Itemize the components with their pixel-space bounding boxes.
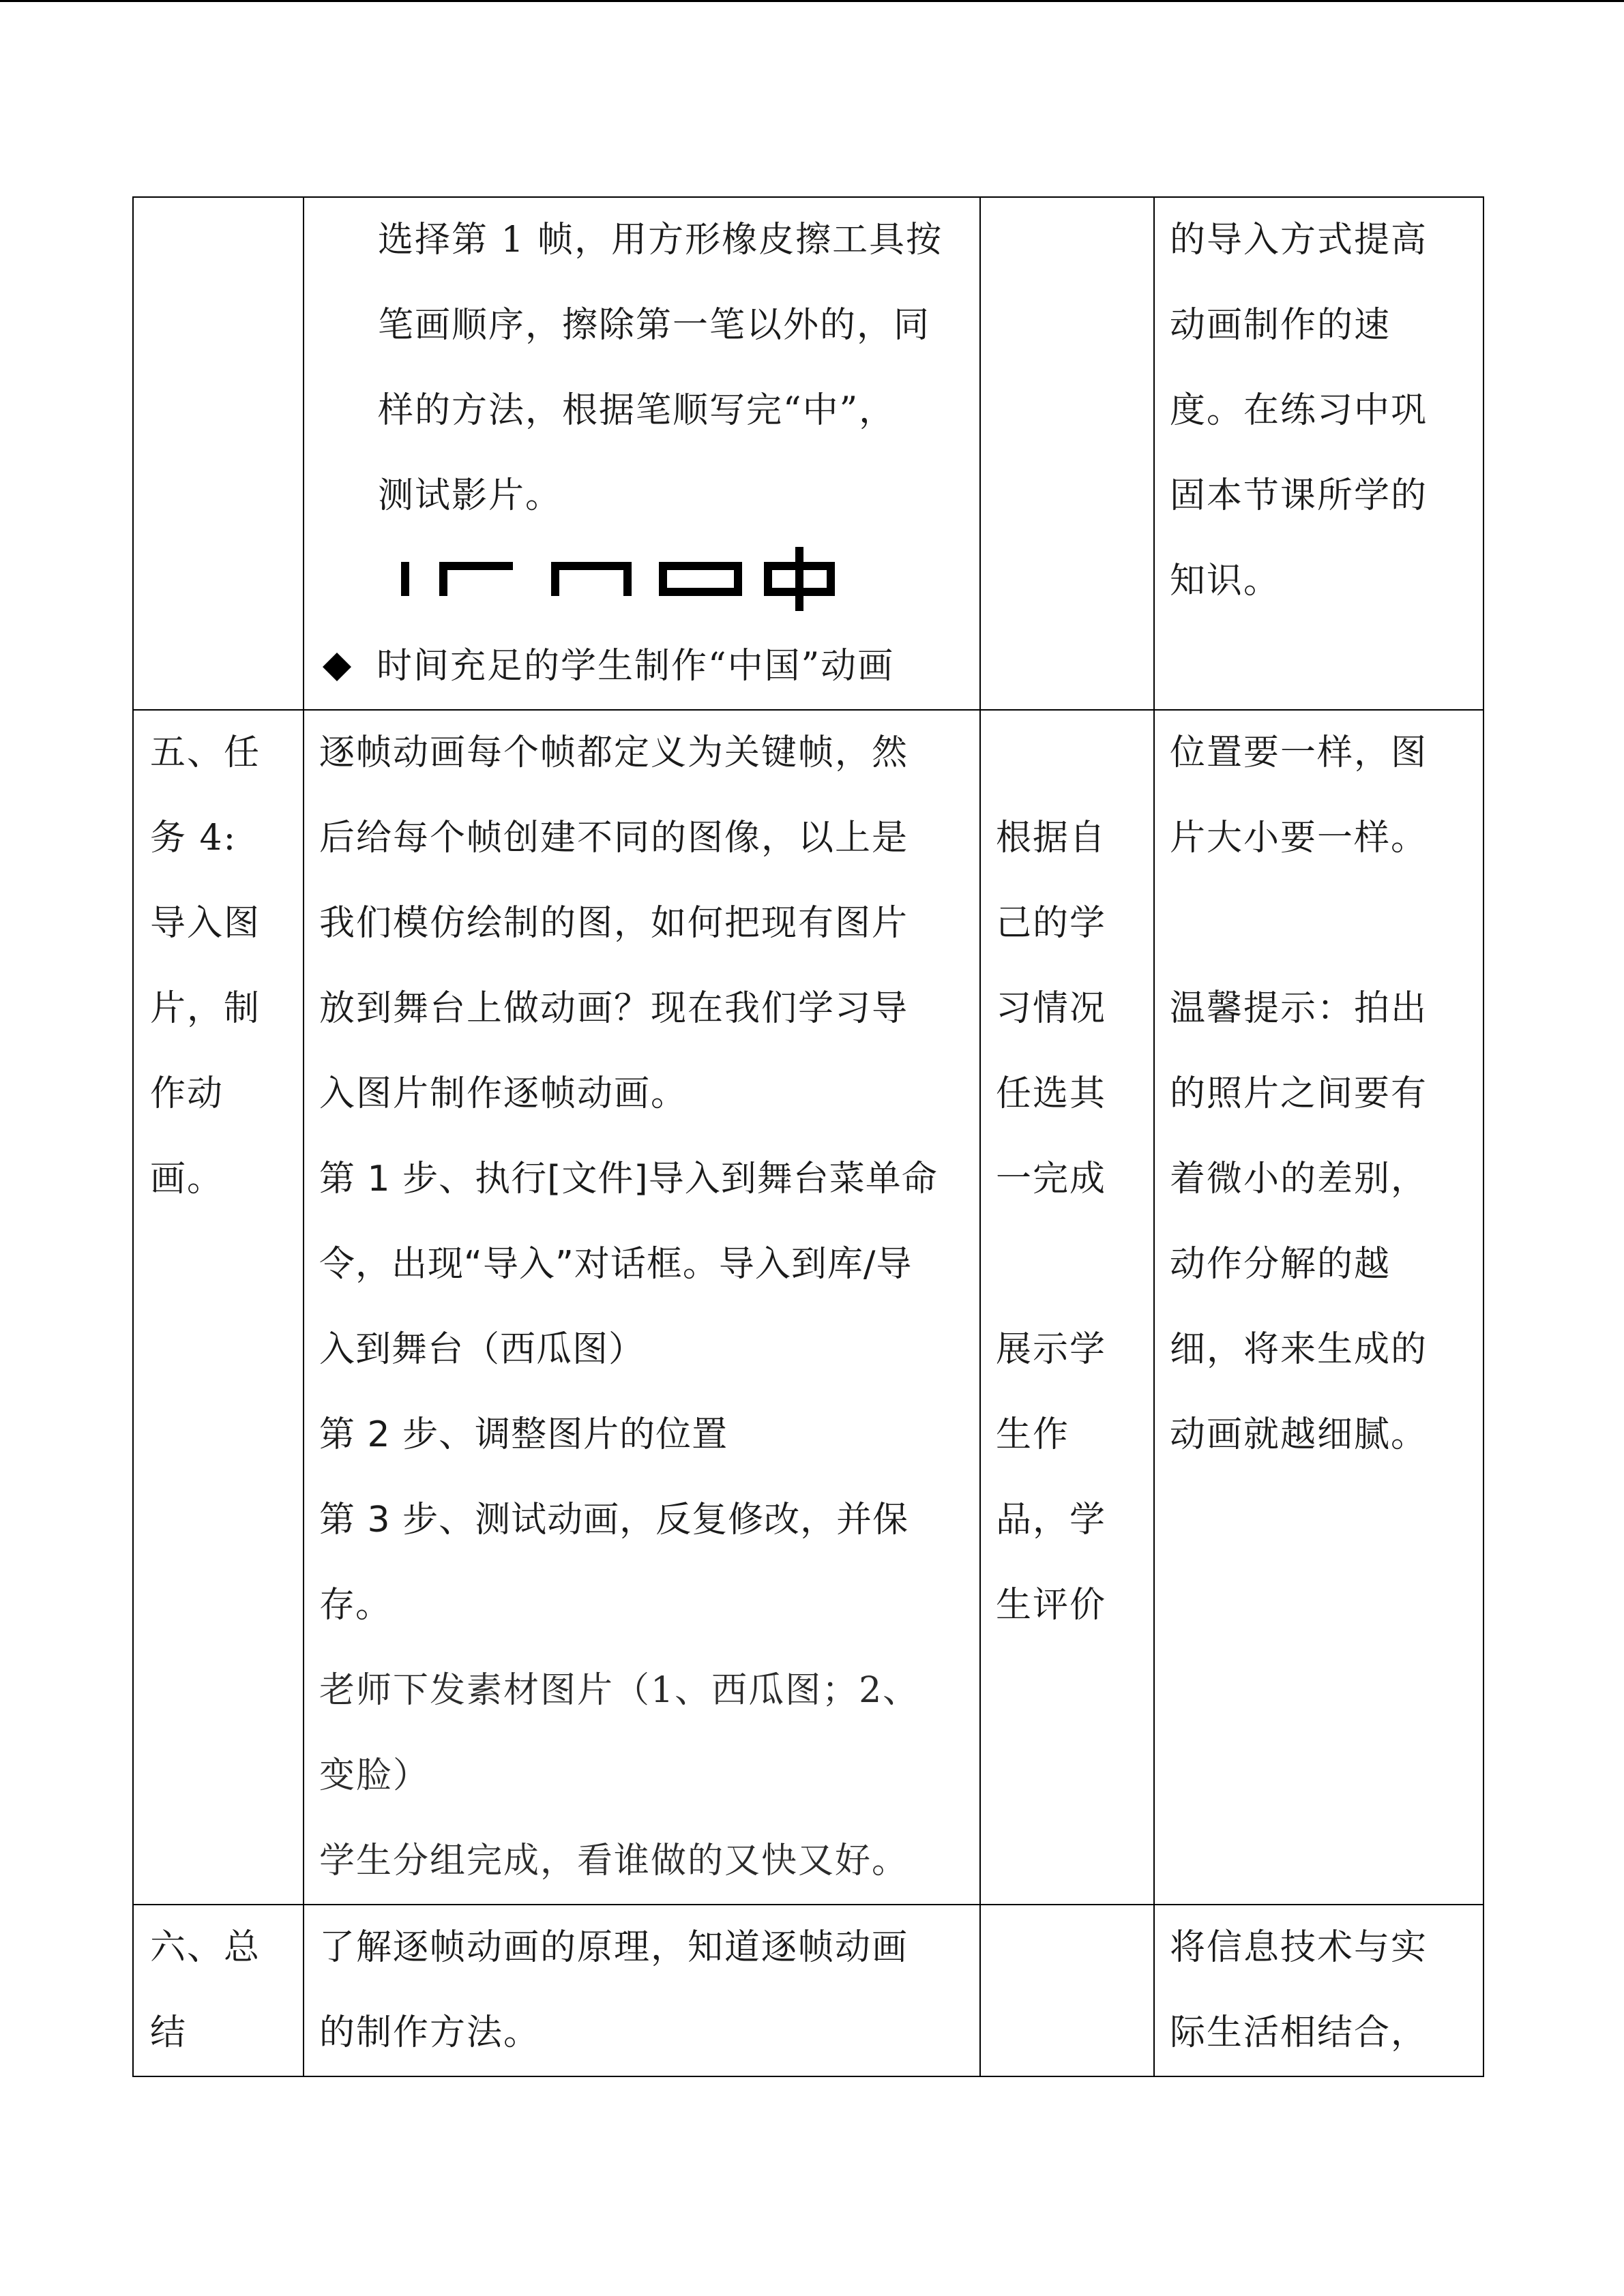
student-line: 品，学 [996, 1500, 1107, 1540]
content-cell [304, 710, 980, 1905]
student-line: 己的学 [996, 903, 1107, 944]
table-row [133, 1905, 1483, 2076]
content-line: 入图片制作逐帧动画。 [319, 1073, 688, 1114]
stage-line: 结 [150, 2012, 188, 2053]
student-line: 根据自 [996, 818, 1107, 859]
content-line: 笔画顺序，擦除第一笔以外的，同 [378, 305, 931, 346]
purpose-line: 动画制作的速 [1170, 305, 1391, 346]
design-purpose-cell [1154, 710, 1483, 1905]
content-cell [304, 1905, 980, 2076]
purpose-line: 际生活相结合， [1170, 2012, 1428, 2053]
content-line: 的制作方法。 [319, 2012, 541, 2053]
student-line: 一完成 [996, 1159, 1107, 1199]
student-line: 习情况 [996, 988, 1107, 1029]
step-line: 入到舞台（西瓜图） [319, 1329, 645, 1370]
stage-cell [133, 1905, 304, 2076]
lesson-plan-table [132, 196, 1484, 2077]
content-line: 测试影片。 [378, 475, 563, 516]
content-line: 变脸） [319, 1755, 430, 1796]
purpose-line: 温馨提示：拍出 [1170, 988, 1428, 1029]
purpose-line: 片大小要一样。 [1170, 818, 1428, 859]
student-line: 任选其 [996, 1073, 1107, 1114]
student-activity-cell [980, 197, 1154, 710]
stroke-frame-4 [659, 562, 742, 596]
step-line: 存。 [319, 1585, 392, 1626]
step-line: 第 3 步、测试动画，反复修改，并保 [319, 1500, 909, 1540]
step-line: 第 1 步、执行[文件]导入到舞台菜单命 [319, 1159, 938, 1199]
table-row [133, 710, 1483, 1905]
stage-line: 片，制 [150, 988, 261, 1029]
content-line: 我们模仿绘制的图，如何把现有图片 [319, 903, 909, 944]
content-line: 老师下发素材图片（1、西瓜图；2、 [319, 1670, 920, 1711]
content-line: 样的方法，根据笔顺写完“中”， [378, 390, 896, 431]
content-cell [304, 197, 980, 710]
page-top-rule [0, 0, 1624, 2]
purpose-line: 细，将来生成的 [1170, 1329, 1428, 1370]
purpose-line: 动画就越细腻。 [1170, 1414, 1428, 1455]
purpose-line: 将信息技术与实 [1170, 1927, 1428, 1968]
diamond-bullet-icon [321, 651, 353, 683]
stage-line: 作动 [150, 1073, 224, 1114]
content-line: 学生分组完成，看谁做的又快又好。 [319, 1840, 909, 1881]
purpose-line: 固本节课所学的 [1170, 475, 1428, 516]
stage-line: 务 4: [150, 818, 237, 859]
stroke-order-image [400, 546, 836, 621]
stroke-frame-5 [764, 547, 835, 611]
stage-line: 五、任 [150, 732, 261, 773]
student-line: 生评价 [996, 1585, 1107, 1626]
student-activity-cell [980, 1905, 1154, 2076]
stage-cell [133, 197, 304, 710]
stroke-frame-3 [551, 562, 632, 596]
stroke-frame-2 [439, 562, 513, 596]
stage-line: 六、总 [150, 1927, 261, 1968]
content-line: 选择第 1 帧，用方形橡皮擦工具按 [378, 220, 943, 260]
design-purpose-cell [1154, 197, 1483, 710]
step-line: 令，出现“导入”对话框。导入到库/导 [319, 1244, 913, 1285]
student-line: 展示学 [996, 1329, 1107, 1370]
stroke-frame-1 [401, 562, 409, 596]
stage-line: 导入图 [150, 903, 261, 944]
purpose-line: 的照片之间要有 [1170, 1073, 1428, 1114]
step-line: 第 2 步、调整图片的位置 [319, 1414, 728, 1455]
stage-cell [133, 710, 304, 1905]
purpose-line: 动作分解的越 [1170, 1244, 1391, 1285]
student-activity-cell [980, 710, 1154, 1905]
purpose-line: 度。在练习中巩 [1170, 390, 1428, 431]
bullet-item [319, 624, 966, 709]
bullet-text: 时间充足的学生制作“中国”动画 [377, 646, 895, 687]
content-line: 了解逐帧动画的原理，知道逐帧动画 [319, 1927, 909, 1968]
purpose-line: 知识。 [1170, 561, 1281, 601]
purpose-line: 位置要一样，图 [1170, 732, 1428, 773]
table-row [133, 197, 1483, 710]
content-line: 后给每个帧创建不同的图像，以上是 [319, 818, 909, 859]
content-line: 放到舞台上做动画？现在我们学习导 [319, 988, 909, 1029]
stage-line: 画。 [150, 1159, 224, 1199]
purpose-line: 着微小的差别， [1170, 1159, 1428, 1199]
design-purpose-cell [1154, 1905, 1483, 2076]
content-line: 逐帧动画每个帧都定义为关键帧，然 [319, 732, 909, 773]
stroke-order-figure [319, 539, 966, 624]
purpose-line: 的导入方式提高 [1170, 220, 1428, 260]
student-line: 生作 [996, 1414, 1070, 1455]
